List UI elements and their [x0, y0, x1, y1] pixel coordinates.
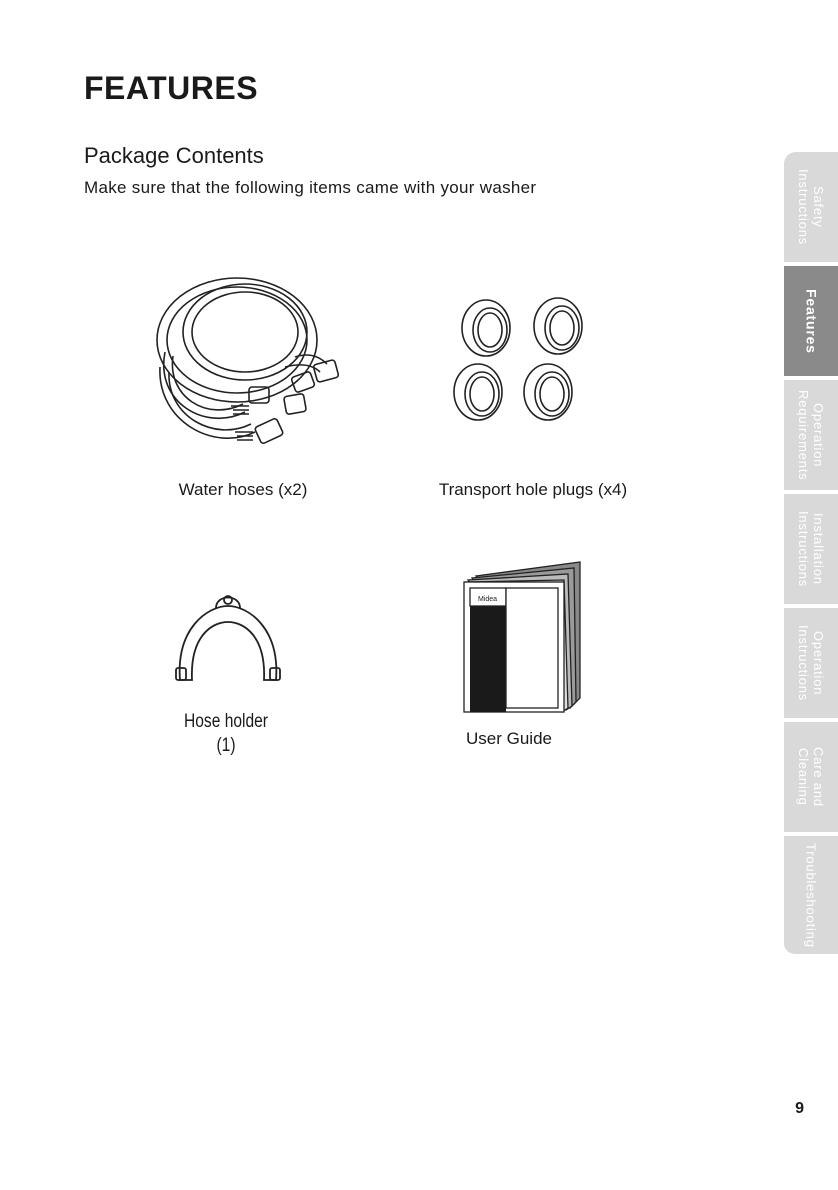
hose-holder-icon: [172, 588, 284, 688]
tab-features[interactable]: [784, 266, 838, 378]
section-heading: Package Contents: [84, 143, 264, 168]
tab-label: Features: [803, 288, 820, 354]
hose-holder-caption-line1: Hose holder: [183, 711, 268, 732]
tab-safety-instructions[interactable]: [784, 152, 838, 264]
tab-label: Operation Instructions: [796, 624, 826, 702]
tab-troubleshooting[interactable]: [784, 836, 838, 956]
page-title: FEATURES: [84, 70, 259, 106]
water-hoses-icon: [145, 262, 355, 467]
water-hoses-caption: Water hoses (x2): [178, 480, 308, 499]
hose-holder-caption-line2: (1): [216, 735, 236, 756]
tab-operation-instructions[interactable]: [784, 608, 838, 720]
tab-care-and-cleaning[interactable]: [784, 722, 838, 834]
transport-hole-plugs-caption: Transport hole plugs (x4): [438, 480, 628, 499]
tab-label: Safety Instructions: [796, 168, 826, 246]
tab-label: Operation Requirements: [796, 389, 826, 481]
tab-label: Troubleshooting: [803, 842, 819, 948]
tab-operation-requirements[interactable]: [784, 380, 838, 492]
tab-label: Care and Cleaning: [796, 747, 826, 807]
user-guide-icon: [458, 558, 588, 718]
tab-label: Installation Instructions: [796, 510, 826, 588]
tab-installation-instructions[interactable]: [784, 494, 838, 606]
hose-holder-caption: [169, 710, 284, 758]
user-guide-caption: User Guide: [466, 729, 552, 748]
page-number: 9: [795, 1100, 804, 1117]
midea-logo: Midea: [478, 596, 498, 603]
transport-hole-plugs-icon: [448, 296, 614, 424]
section-intro: Make sure that the following items came with your washer: [84, 178, 537, 197]
